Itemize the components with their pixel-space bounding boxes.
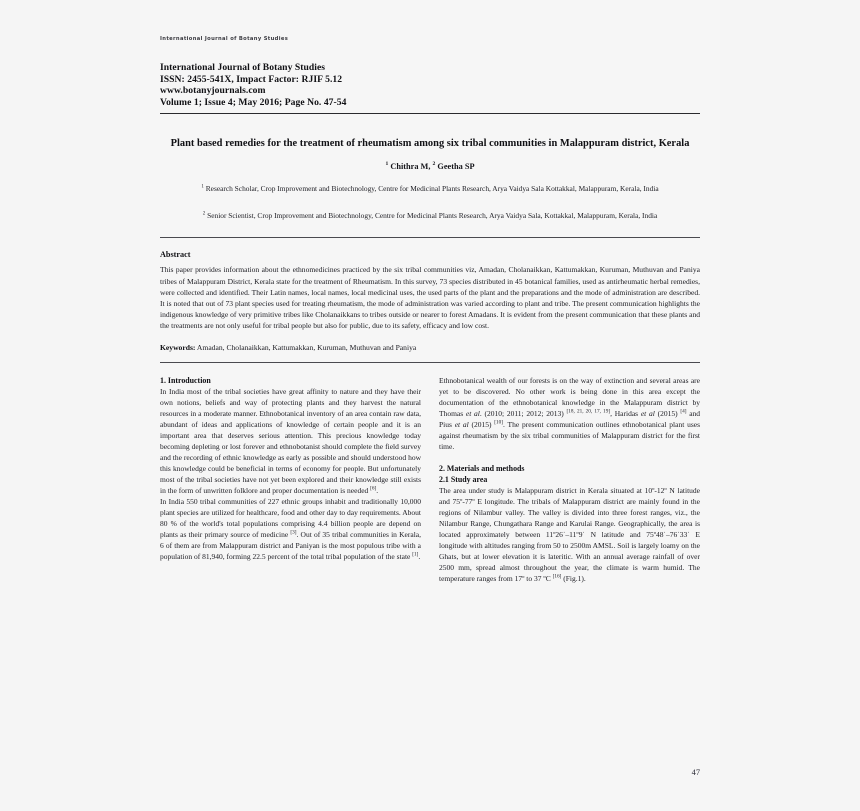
intro-p2-mid: . Out of 35 tribal communities in Kerala, 6 of them are from Malappuram district and Paniyan is the most populous tribe with a population of 81,940, forming 22.5 percent of the total tribal population of the state <box>160 529 421 561</box>
right-column <box>439 375 700 584</box>
journal-volume-issue: Volume 1; Issue 4; May 2016; Page No. 47-54 <box>160 96 347 108</box>
affiliation-1 <box>160 179 700 198</box>
body-columns <box>160 375 700 584</box>
right-p1-c: , Haridas <box>610 408 641 418</box>
author-names: Chithra M, <box>388 162 433 172</box>
abstract-heading: Abstract <box>160 250 191 260</box>
intro-p2-tail: . <box>418 551 421 561</box>
author-mark-1: 1 <box>385 161 389 168</box>
author-names-2: Geetha SP <box>435 162 475 172</box>
journal-issn-impact: ISSN: 2455-541X, Impact Factor: RJIF 5.12 <box>160 73 343 85</box>
journal-masthead <box>160 62 700 108</box>
right-p1-b: . (2010; 2011; 2012; 2013) <box>479 408 567 418</box>
affiliation-mark-2: 2 <box>202 211 206 217</box>
study-area-text: The area under study is Malappuram district in Kerala situated at 10º-12º N latitude and 75º-77º E longitude. The tribals of Malappuram district are mainly found in the regions of Nilambur valley. The valley is divided into three forest ranges, viz., the Nilambur Range, Chungathara Range and Karulai Range. Geographically, the area is located approximately between 11º26ˈ–11º9ˈ N latitude and 75º48ˈ–76ˈ33ˈ E longitude with altitudes ranging from 50 to 2500m AMSL. Soil is largely loamy on the Ghats, but at lower elevation it is lateritic. With an annual average rainfall of over 2500 mm, spread almost throughout the year, the climate is warm humid. The temperature ranges from 17º to 37 ºC <box>439 486 700 583</box>
right-p1-d: (2015) <box>654 408 681 418</box>
right-paragraph-1 <box>439 375 700 452</box>
et-al-italic-1: et al <box>465 408 480 418</box>
keywords-value: Amadan, Cholanaikkan, Kattumakkan, Kuruman, Muthuvan and Paniya <box>196 342 417 352</box>
page-number: 47 <box>691 768 700 777</box>
paragraph-spacer <box>439 452 700 463</box>
affiliation-divider <box>160 237 700 238</box>
intro-paragraph-1 <box>160 386 421 496</box>
affiliation-1-text: Research Scholar, Crop Improvement and Biotechnology, Centre for Medicinal Plants Research, Arya Vaidya Sala Kottakkal, Malappuram, Kerala, India <box>205 184 659 194</box>
citation-ref-10[interactable]: [10] <box>494 419 504 426</box>
journal-name: International Journal of Botany Studies <box>160 62 326 73</box>
paper-sheet <box>140 0 720 811</box>
citation-ref-3[interactable]: [3] <box>290 529 297 536</box>
citation-ref-16[interactable]: [16] <box>552 573 562 580</box>
running-head: International Journal of Botany Studies <box>160 36 289 42</box>
affiliation-2 <box>160 206 700 225</box>
right-p1-a: Ethnobotanical wealth of our forests is on the way of extinction and several areas are yet to be discovered. No other work is being done in this area except the documentation of the ethnobotanical knowledge in the Malappuram district by Thomas <box>439 375 700 418</box>
page-title: Plant based remedies for the treatment of rheumatism among six tribal communities in Malappuram district, Kerala <box>170 138 690 150</box>
section-heading-study-area: 2.1 Study area <box>439 474 488 484</box>
keywords-divider <box>160 362 700 363</box>
left-column <box>160 375 421 584</box>
right-p1-e: and Pius <box>439 408 701 429</box>
keywords-label: Keywords: <box>160 342 196 352</box>
citation-ref-6[interactable]: [6] <box>370 485 377 492</box>
section-heading-materials-and-methods: 2. Materials and methods <box>439 463 525 473</box>
section-heading-introduction: 1. Introduction <box>160 375 211 385</box>
author-list <box>160 162 700 171</box>
citation-ref-1[interactable]: [1] <box>412 551 419 558</box>
et-al-italic-2: et al <box>640 408 655 418</box>
intro-paragraph-2 <box>160 496 421 562</box>
author-mark-2: 2 <box>432 161 436 168</box>
study-area-paragraph <box>439 485 700 584</box>
citation-ref-thomas[interactable]: [18, 21, 20, 17, 19] <box>566 408 611 415</box>
keywords-line <box>160 342 700 353</box>
citation-ref-4[interactable]: [4] <box>680 408 687 415</box>
et-al-italic-3: et al <box>454 419 469 429</box>
journal-website[interactable]: www.botanyjournals.com <box>160 85 266 97</box>
right-p1-g: . The present communication outlines ethnobotanical plant uses against rheumatism by the six tribal communities of Malappuram district for the first time. <box>439 419 700 451</box>
right-p1-f: (2015) <box>468 419 495 429</box>
abstract-body: This paper provides information about the ethnomedicines practiced by the six tribal communities viz, Amadan, Cholanaikkan, Kattumakkan, Kuruman, Muthuvan and Paniya tribes of Malappuram District, Kerala state for the treatment of Rheumatism. In this survey, 73 species distributed in 45 botanical families, used as antirheumatic herbal remedies, were collected and identified. Their Latin names, local names, local medicinal uses, the used parts of the plant and the preparations and the mode of administration are described. It is noted that out of 73 plant species used for treating rheumatism, the mode of administration was varied according to plant and tribe. The present communication highlights the indigenous knowledge of very primitive tribes like Cholanaikkans to tribes outside or nearer to forest Amadans. It is evident from the present communication that these plants and the treatments are not only useful for tribal people but also for public, due to its safety, efficacy and low cost. <box>160 265 700 331</box>
intro-p1-text: In India most of the tribal societies have great affinity to nature and they have their own notions, beliefs and way of protecting plants and they harvest the natural resources in a moderate manner. Ethnobotanical inventory of an area contain raw data, abundant of ideas and applications of knowledge of certain people and it is an important area that deserves serious attention. This precious knowledge today becoming depleting or lost forever and ethnobotanist should complete the field survey and the recording of ethnic knowledge as early as possible and should understood how this knowledge could be beneficial in terms of economy for people. But unfortunately most of the tribal societies have not yet been explored and their knowledge still exists in the form of unwritten folklore and proper documentation is needed <box>160 386 421 495</box>
study-area-tail: (Fig.1). <box>561 574 586 583</box>
affiliation-2-text: Senior Scientist, Crop Improvement and Biotechnology, Centre for Medicinal Plants Research, Arya Vaidya Sala, Kottakkal, Malappuram, Kerala, India <box>207 211 658 221</box>
intro-p1-tail: . <box>376 485 379 495</box>
affiliation-mark-1: 1 <box>201 184 204 190</box>
intro-p2-text: In India 550 tribal communities of 227 ethnic groups inhabit and traditionally 10,000 plant species are utilized for healthcare, food and other day to day requirements. About 80 % of the world's total populations comprising 4.4 billion people are depend on plants as their primary source of medicine <box>160 496 421 539</box>
masthead-divider <box>160 113 700 114</box>
